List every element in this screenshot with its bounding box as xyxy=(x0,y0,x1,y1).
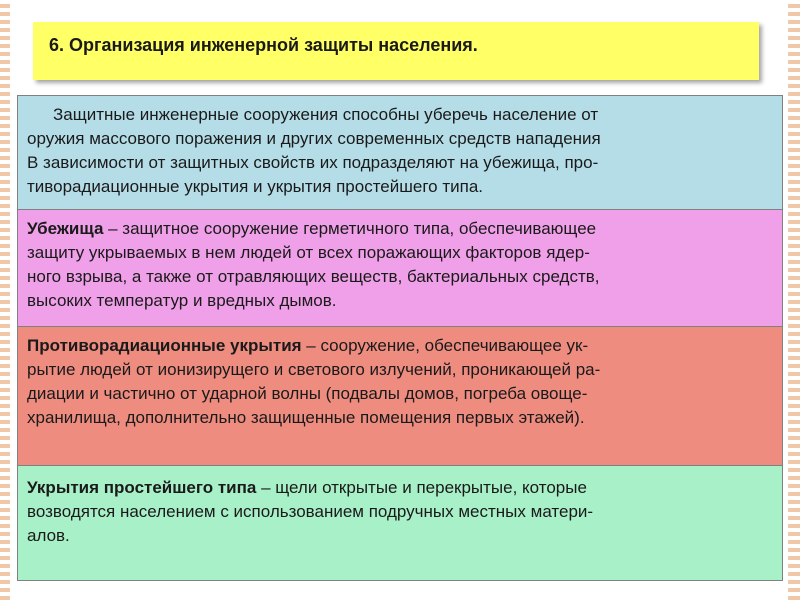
shelters-cell xyxy=(18,210,782,327)
antirad-line: диации и частично от ударной волны (подвалы домов, погреба овоще- xyxy=(27,384,588,403)
intro-cell xyxy=(18,96,782,210)
shelters-term: Убежища xyxy=(27,219,104,238)
title-banner xyxy=(33,22,759,80)
antirad-line: – сооружение, обеспечивающее ук- xyxy=(301,336,589,355)
intro-line: оружия массового поражения и других современных средств нападения xyxy=(27,129,601,148)
page-title: 6. Организация инженерной защиты населения. xyxy=(49,35,478,55)
simple-first-line xyxy=(27,476,773,500)
simple-line: – щели открытые и перекрытые, которые xyxy=(256,478,587,497)
content-table xyxy=(17,95,783,581)
simple-line: алов. xyxy=(27,526,70,545)
decorative-border-right xyxy=(788,0,800,600)
shelters-line: защиту укрываемых в нем людей от всех поражающих факторов ядер- xyxy=(27,243,590,262)
intro-line: В зависимости от защитных свойств их подразделяют на убежища, про- xyxy=(27,153,599,172)
simple-term: Укрытия простейшего типа xyxy=(27,478,257,497)
shelters-first-line xyxy=(27,217,773,241)
simple-line: возводятся населением с использованием подручных местных матери- xyxy=(27,502,594,521)
shelters-line: ного взрыва, а также от отравляющих веществ, бактериальных средств, xyxy=(27,267,600,286)
shelters-line: высоких температур и вредных дымов. xyxy=(27,291,337,310)
shelters-line: – защитное сооружение герметичного типа, обеспечивающее xyxy=(103,219,597,238)
decorative-border-left xyxy=(0,0,10,600)
simple-cell xyxy=(18,466,782,580)
antirad-cell xyxy=(18,327,782,466)
intro-line: Защитные инженерные сооружения способны уберечь население от xyxy=(53,105,599,124)
antirad-line: хранилища, дополнительно защищенные помещения первых этажей). xyxy=(27,408,585,427)
antirad-first-line xyxy=(27,334,773,358)
antirad-term: Противорадиационные укрытия xyxy=(27,336,302,355)
intro-line: тиворадиационные укрытия и укрытия простейшего типа. xyxy=(27,177,484,196)
antirad-line: рытие людей от ионизирущего и светового излучений, проникающей ра- xyxy=(27,360,601,379)
